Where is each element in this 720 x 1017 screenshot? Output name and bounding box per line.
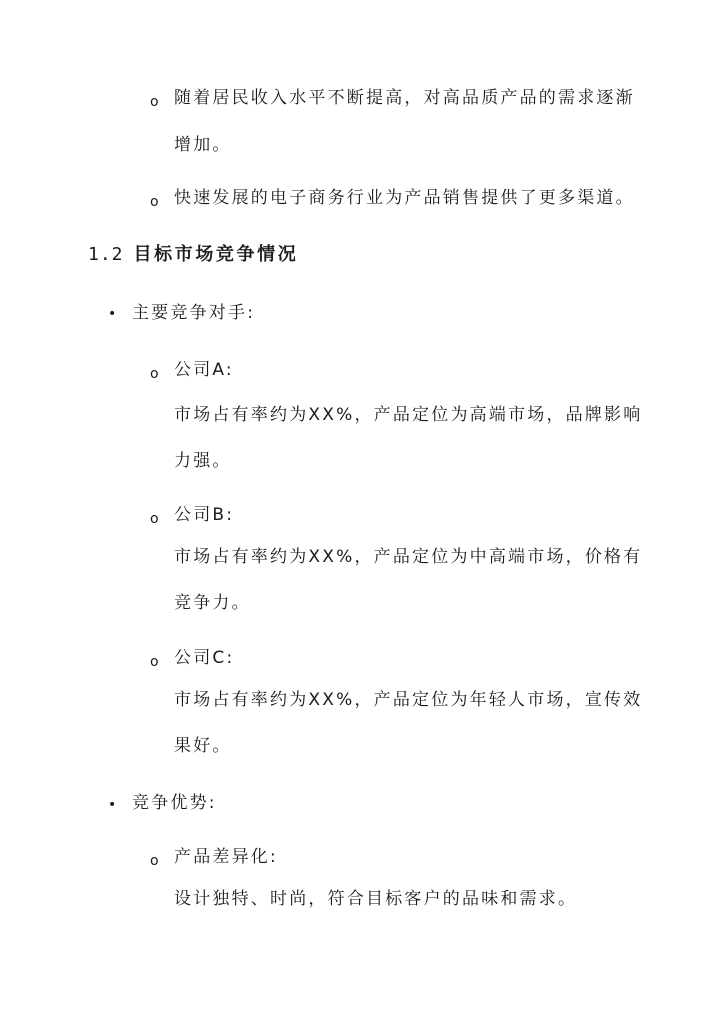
company-a-label: 公司A:: [174, 360, 234, 380]
circle-bullet-icon: o: [150, 654, 159, 670]
company-b-line-2: 竞争力。: [174, 593, 251, 613]
bullet-icon: •: [108, 797, 117, 813]
company-c-line-2: 果好。: [174, 736, 232, 756]
circle-bullet-icon: o: [150, 194, 159, 210]
circle-bullet-icon: o: [150, 366, 159, 382]
bullet-icon: •: [108, 306, 117, 322]
circle-bullet-icon: o: [150, 853, 159, 869]
section-heading: [88, 242, 298, 268]
intro-item-1-line-2: 增加。: [174, 135, 232, 155]
company-c-label: 公司C:: [174, 648, 235, 668]
section-number: 1.2: [88, 244, 124, 265]
intro-item-2: 快速发展的电子商务行业为产品销售提供了更多渠道。: [174, 188, 635, 208]
company-c-line-1: 市场占有率约为XX%，产品定位为年轻人市场，宣传效: [174, 690, 643, 710]
differentiation-label: 产品差异化:: [174, 847, 278, 867]
differentiation-text: 设计独特、时尚，符合目标客户的品味和需求。: [174, 889, 578, 909]
section-title: 目标市场竞争情况: [133, 244, 299, 265]
company-a-line-2: 力强。: [174, 451, 232, 471]
advantages-label: 竞争优势:: [132, 793, 217, 813]
intro-item-1-line-1: 随着居民收入水平不断提高，对高品质产品的需求逐渐: [174, 88, 635, 108]
competitors-label: 主要竞争对手:: [132, 303, 256, 323]
company-b-line-1: 市场占有率约为XX%，产品定位为中高端市场，价格有: [174, 547, 643, 567]
company-b-label: 公司B:: [174, 505, 235, 525]
circle-bullet-icon: o: [150, 94, 159, 110]
circle-bullet-icon: o: [150, 511, 159, 527]
company-a-line-1: 市场占有率约为XX%，产品定位为高端市场，品牌影响: [174, 405, 643, 425]
